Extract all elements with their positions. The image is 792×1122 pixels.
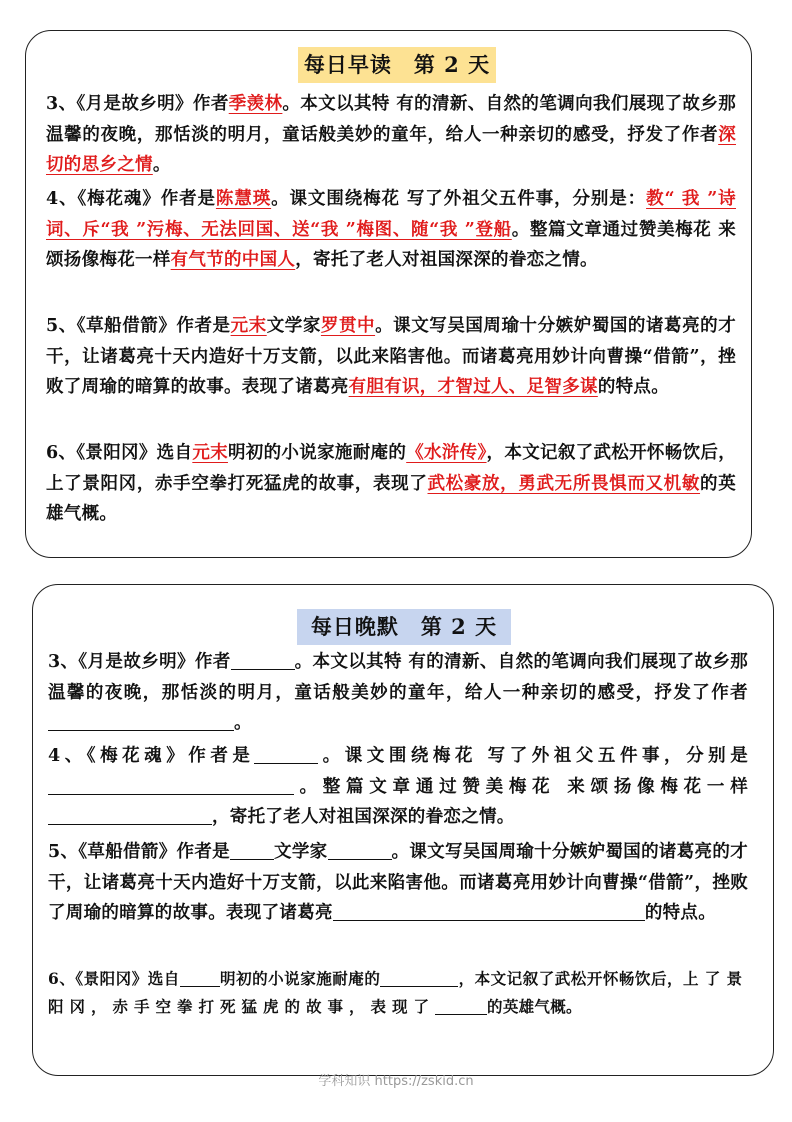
morning-item-4: 4、《梅花魂》作者是陈慧瑛。课文围绕梅花 写了外祖父五件事，分别是：教“ 我 ”诗词、斥“我 ”污梅、无法回国、送“我 ”梅图、随“我 ”登船。整篇文章通过赞美梅花 来颂扬像梅花一样有气节的中国人，寄托了老人对祖国深深的眷恋之情。	[46, 189, 736, 270]
fill-blank[interactable]	[180, 971, 220, 988]
evening-dictation-card	[32, 584, 774, 1076]
morning-reading-card	[25, 30, 752, 558]
answer: 教“ 我 ”诗词、斥“我 ”污梅、无法回国、送“我 ”梅图、随“我 ”登船	[46, 189, 736, 240]
fill-blank[interactable]	[48, 713, 234, 732]
fill-blank[interactable]	[333, 903, 645, 922]
fill-blank[interactable]	[380, 971, 458, 988]
answer: 深 切的思乡之情	[46, 124, 736, 175]
evening-item-4: 4、《梅花魂》作者是 。课文围绕梅花 写了外祖父五件事，分别是。整篇文章通过赞美梅花 来颂扬像梅花一样，寄托了老人对祖国深深的眷恋之情。	[48, 746, 748, 827]
fill-blank[interactable]	[328, 842, 392, 861]
footer-watermark: 学科知识 https://zskid.cn	[318, 1074, 474, 1089]
evening-title: 每日晚默 第 2 天	[297, 609, 511, 645]
fill-blank[interactable]	[48, 807, 212, 826]
fill-blank[interactable]	[230, 842, 274, 861]
answer: 元末	[192, 443, 228, 463]
morning-title: 每日早读 第 2 天	[298, 47, 496, 83]
answer: 《水浒传》	[406, 443, 487, 463]
fill-blank[interactable]	[435, 999, 487, 1016]
fill-blank[interactable]	[254, 746, 318, 765]
answer: 有气节的中国人	[170, 250, 296, 270]
morning-item-6: 6、《景阳冈》选自元末明初的小说家施耐庵的《水浒传》，本文记叙了武松开怀畅饮后，上了景阳冈，赤手空拳打死猛虎的故事，表现了武松豪放，勇武无所畏惧而又机敏的英雄气概。	[46, 443, 737, 524]
answer: 季羡林	[228, 94, 283, 114]
answer: 武松豪放，勇武无所畏惧而又机敏	[427, 473, 701, 494]
evening-item-3: 3、《月是故乡明》作者 。本文以其特 有的清新、自然的笔调向我们展现了故乡那温馨的夜晚，那恬淡的明月，童话般美妙的童年，给人一种亲切的感受，抒发了作者。	[48, 652, 749, 733]
morning-item-3: 3、《月是故乡明》作者季羡林。本文以其特 有的清新、自然的笔调向我们展现了故乡那温馨的夜晚，那恬淡的明月，童话般美妙的童年，给人一种亲切的感受，抒发了作者深 切的思乡之情。	[46, 94, 737, 175]
answer: 陈慧瑛	[215, 189, 272, 209]
fill-blank[interactable]	[231, 652, 295, 671]
answer: 元末	[230, 316, 267, 336]
evening-item-6: 6、《景阳冈》选自 明初的小说家施耐庵的 ，本文记叙了武松开怀畅饮后，上了景阳冈，赤手空拳打死猛虎的故事，表现了 的英雄气概。	[48, 969, 748, 1016]
answer: 罗贯中	[320, 316, 376, 336]
morning-item-5: 5、《草船借箭》作者是元末文学家罗贯中。课文写吴国周瑜十分嫉妒蜀国的诸葛亮的才干，让诸葛亮十天内造好十万支箭，以此来陷害他。而诸葛亮用妙计向曹操“借箭”，挫败了周瑜的暗算的故事。表现了诸葛亮有胆有识，才智过人、足智多谋的特点。	[46, 316, 736, 397]
fill-blank[interactable]	[48, 776, 294, 795]
evening-item-5: 5、《草船借箭》作者是 文学家 。课文写吴国周瑜十分嫉妒蜀国的诸葛亮的才干，让诸葛亮十天内造好十万支箭，以此来陷害他。而诸葛亮用妙计向曹操“借箭”，挫败了周瑜的暗算的故事。表现了诸葛亮 的特点。	[48, 842, 748, 923]
answer: 有胆有识，才智过人、足智多谋	[348, 377, 598, 397]
